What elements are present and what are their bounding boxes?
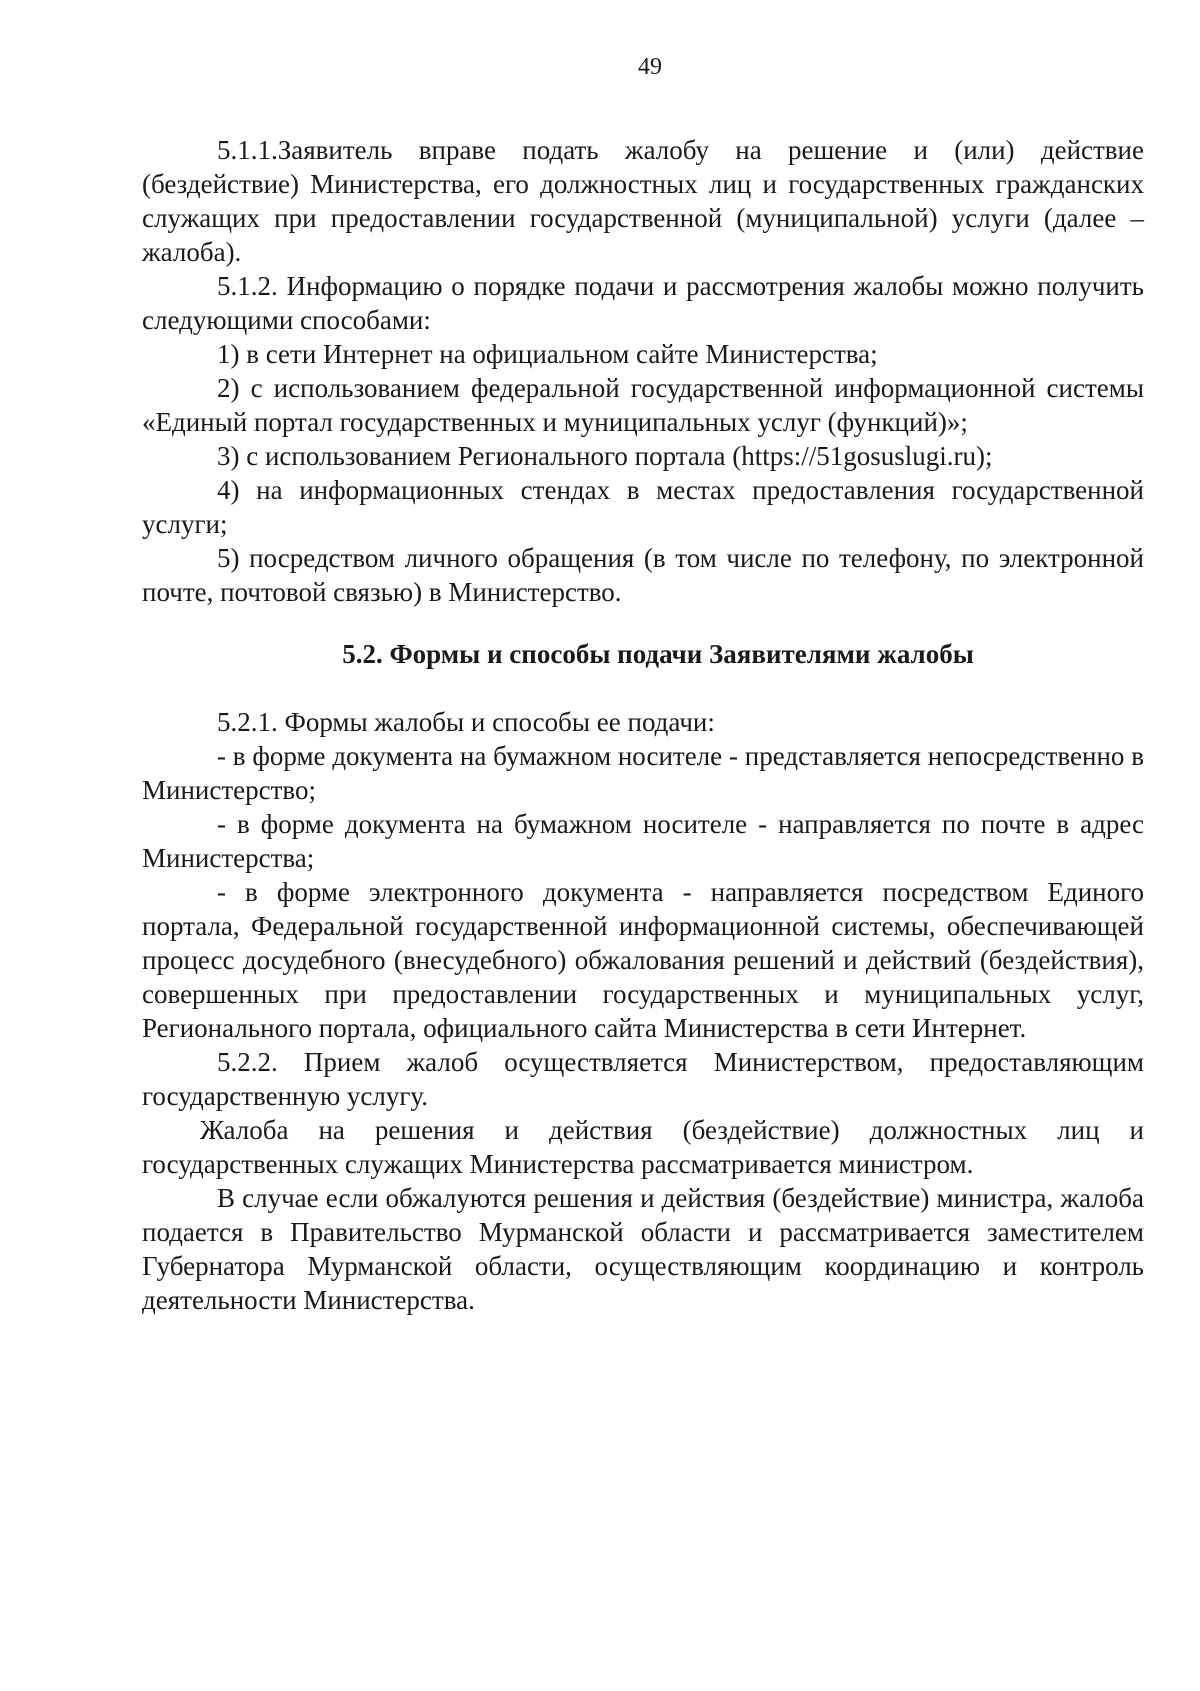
paragraph-5-1-2: 5.1.2. Информацию о порядке подачи и рассмотрения жалобы можно получить следующими способами: <box>142 271 1144 335</box>
paragraph-5-1-1: 5.1.1.Заявитель вправе подать жалобу на решение и (или) действие (бездействие) Министерства, его должностных лиц и государственных гражданских служащих при предоставлении государственной (муниципальной) услуги (далее – жалоба). <box>142 135 1144 267</box>
list-item-4: 4) на информационных стендах в местах предоставления государственной услуги; <box>142 475 1144 539</box>
paragraph-5-2-2: 5.2.2. Прием жалоб осуществляется Министерством, предоставляющим государственную услугу. <box>142 1047 1144 1111</box>
bullet-paper-mail: - в форме документа на бумажном носителе - направляется по почте в адрес Министерства; <box>142 809 1144 873</box>
list-item-3: 3) с использованием Регионального портала (https://51gosuslugi.ru); <box>217 441 993 471</box>
bullet-electronic: - в форме электронного документа - направляется посредством Единого портала, Федеральной государственной информационной системы, обеспечивающей процесс досудебного (внесудебного) обжалования решений и действий (бездействия), совершенных при предоставлении государственных и муниципальных услуг, Регионального портала, официального сайта Министерства в сети Интернет. <box>142 877 1144 1043</box>
paragraph-minister-complaint: В случае если обжалуются решения и действия (бездействие) министра, жалоба подается в Правительство Мурманской области и рассматривается заместителем Губернатора Мурманской области, осуществляющим координацию и контроль деятельности Министерства. <box>142 1183 1144 1315</box>
page-number: 49 <box>638 54 662 80</box>
document-body <box>142 133 1144 1317</box>
paragraph-complaint-review: Жалоба на решения и действия (бездействие) должностных лиц и государственных служащих Министерства рассматривается министром. <box>142 1115 1144 1179</box>
section-heading-5-2: 5.2. Формы и способы подачи Заявителями жалобы <box>342 639 974 669</box>
list-item-5: 5) посредством личного обращения (в том числе по телефону, по электронной почте, почтовой связью) в Министерство. <box>142 543 1144 607</box>
bullet-paper-direct: - в форме документа на бумажном носителе - представляется непосредственно в Министерство; <box>142 741 1144 805</box>
paragraph-5-2-1: 5.2.1. Формы жалобы и способы ее подачи: <box>217 707 715 737</box>
list-item-1: 1) в сети Интернет на официальном сайте Министерства; <box>217 339 878 369</box>
list-item-2: 2) с использованием федеральной государственной информационной системы «Единый портал государственных и муниципальных услуг (функций)»; <box>142 373 1144 437</box>
